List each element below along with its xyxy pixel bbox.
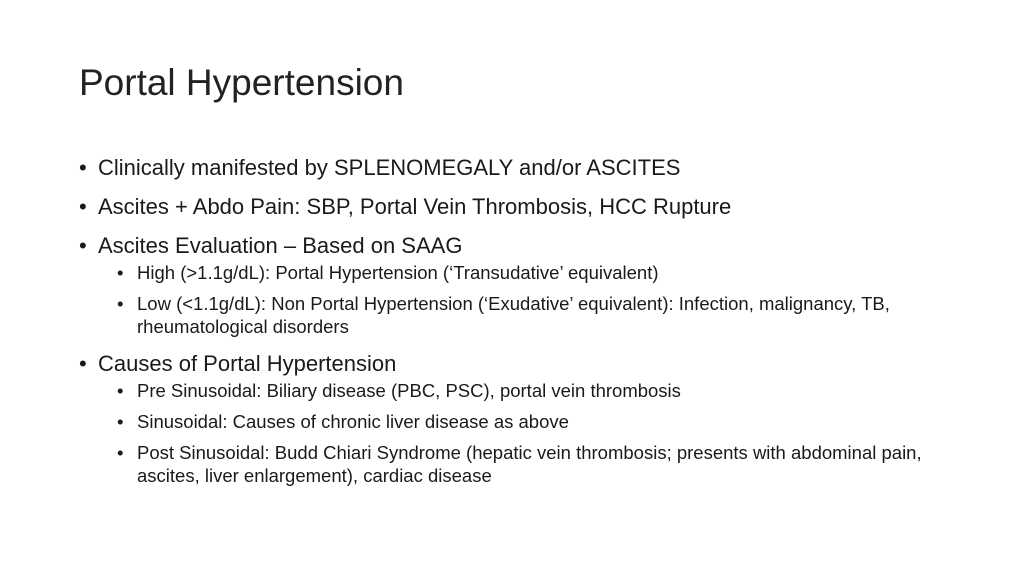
sub-bullet-text: Sinusoidal: Causes of chronic liver disease as above xyxy=(137,411,569,432)
sub-bullet-item xyxy=(79,441,959,487)
sub-bullet-text: High (>1.1g/dL): Portal Hypertension (‘Transudative’ equivalent) xyxy=(137,262,659,283)
bullet-text: Causes of Portal Hypertension xyxy=(98,351,397,376)
sub-bullet-item xyxy=(79,379,959,402)
sub-bullet-icon: • xyxy=(117,262,124,283)
bullet-item xyxy=(79,350,959,377)
slide-title: Portal Hypertension xyxy=(79,62,404,103)
sub-bullet-icon: • xyxy=(117,293,124,314)
sub-bullet-icon: • xyxy=(117,380,124,401)
bullet-item xyxy=(79,193,959,220)
bullet-text: Clinically manifested by SPLENOMEGALY and/or ASCITES xyxy=(98,155,681,180)
sub-bullet-icon: • xyxy=(117,442,124,463)
bullet-icon: • xyxy=(79,233,87,258)
sub-bullet-text: Low (<1.1g/dL): Non Portal Hypertension (‘Exudative’ equivalent): Infection, malignancy, TB, rheumatological disorders xyxy=(137,293,890,337)
sub-bullet-list xyxy=(79,261,959,338)
bullet-icon: • xyxy=(79,155,87,180)
bullet-item xyxy=(79,154,959,181)
sub-bullet-icon: • xyxy=(117,411,124,432)
sub-bullet-item xyxy=(79,410,959,433)
sub-bullet-text: Pre Sinusoidal: Biliary disease (PBC, PSC), portal vein thrombosis xyxy=(137,380,681,401)
sub-bullet-list xyxy=(79,379,959,487)
sub-bullet-item xyxy=(79,292,959,338)
bullet-text: Ascites Evaluation – Based on SAAG xyxy=(98,233,463,258)
bullet-icon: • xyxy=(79,351,87,376)
bullet-item xyxy=(79,232,959,259)
bullet-text: Ascites + Abdo Pain: SBP, Portal Vein Thrombosis, HCC Rupture xyxy=(98,194,732,219)
sub-bullet-item xyxy=(79,261,959,284)
bullet-list xyxy=(79,154,959,499)
bullet-icon: • xyxy=(79,194,87,219)
sub-bullet-text: Post Sinusoidal: Budd Chiari Syndrome (hepatic vein thrombosis; presents with abdominal pain, ascites, liver enlargement), cardiac disease xyxy=(137,442,922,486)
